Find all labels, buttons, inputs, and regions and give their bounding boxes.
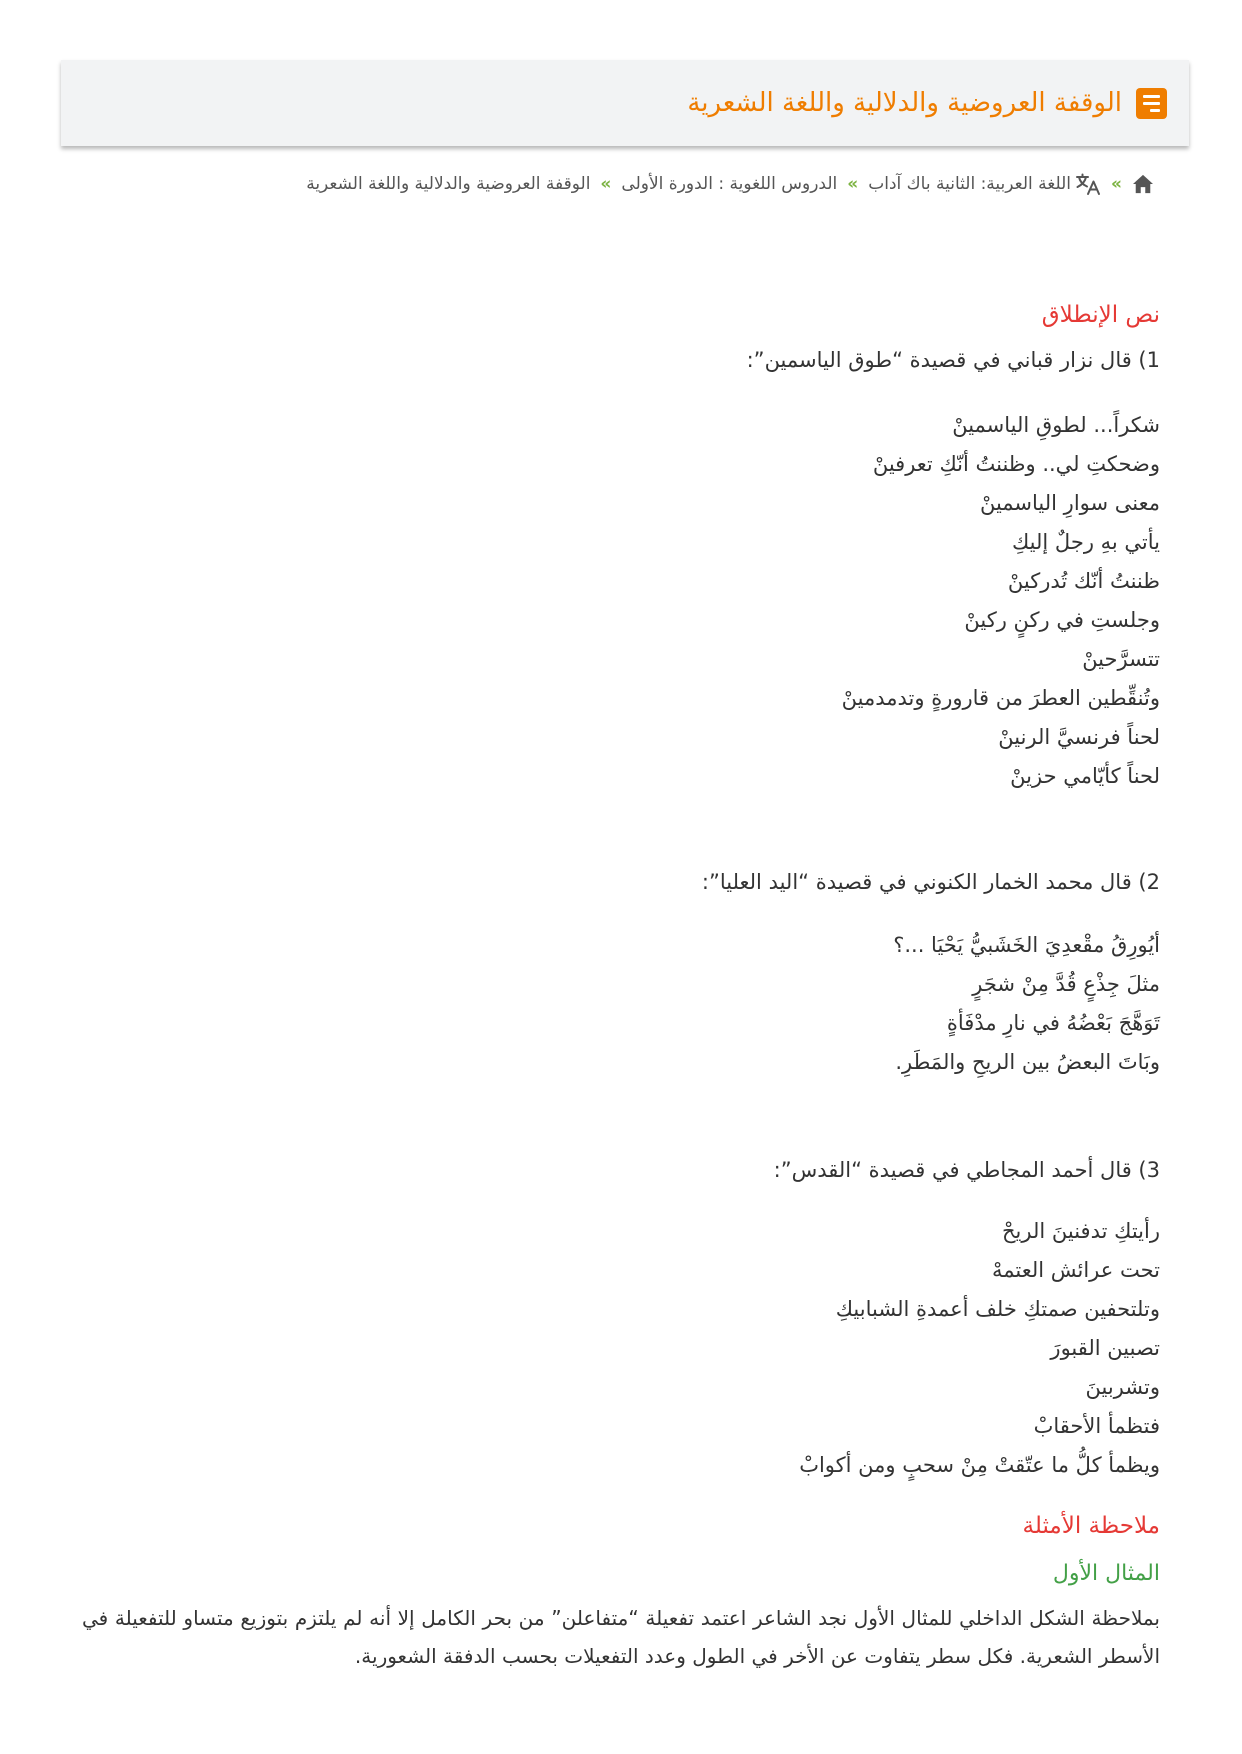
home-icon — [1132, 174, 1154, 194]
poem-line: فتظمأ الأحقابْ — [1033, 1414, 1160, 1438]
poem-line: وجلستِ في ركنٍ ركينْ — [964, 608, 1160, 632]
home-link[interactable] — [1132, 174, 1154, 194]
poem-2 — [82, 926, 1160, 1082]
poem-line: وتشربينَ — [1085, 1375, 1160, 1399]
poem-line: تتسرَّحينْ — [1082, 647, 1160, 671]
poem-line: تحت عرائش العتمهْ — [991, 1258, 1160, 1282]
poem-line: مثلَ جِذْعٍ قُدَّ مِنْ شجَرٍ — [972, 972, 1160, 996]
poem-line: وتُنقِّطين العطرَ من قارورةٍ وتدمدمينْ — [841, 686, 1160, 710]
poem-line: يأتي بهِ رجلٌ إليكِ — [1011, 530, 1160, 554]
poem-line: رأيتكِ تدفنينَ الريحْ — [1002, 1219, 1160, 1243]
poem-line: ظننتُ أنّك تُدركينْ — [1007, 569, 1160, 593]
section-heading-intro-text: نص الإنطلاق — [1041, 302, 1160, 328]
breadcrumb-separator: » — [600, 174, 612, 194]
poem-3 — [82, 1212, 1160, 1485]
example-2-intro: 2) قال محمد الخمار الكنوني في قصيدة “اليد العليا”: — [701, 870, 1160, 894]
poem-line: أيُورِقُ مقْعدِيَ الخَشَبيُّ يَحْيَا ...؟ — [893, 933, 1160, 957]
poem-line: وتلتحفين صمتكِ خلف أعمدةِ الشبابيكِ — [835, 1297, 1160, 1321]
breadcrumb-separator: » — [1111, 174, 1122, 194]
paragraph-example-1: بملاحظة الشكل الداخلي للمثال الأول نجد الشاعر اعتمد تفعيلة “متفاعلن” من بحر الكامل إلا أنه لم يلتزم بتوزيع متساو للتفعيلة في الأسطر الشعرية. فكل سطر يتفاوت عن الأخر في الطول وعدد التفعيلات بحسب الدفقة الشعورية. — [82, 1606, 1160, 1668]
breadcrumb — [306, 168, 1154, 200]
example-3-intro: 3) قال أحمد المجاطي في قصيدة “القدس”: — [773, 1158, 1160, 1182]
poem-line: تَوَهَّجَ بَعْضُهُ في نارِ مدْفَأةٍ — [946, 1011, 1160, 1035]
poem-line: وبَاتَ البعضُ بين الريحِ والمَطَرِ. — [895, 1050, 1160, 1074]
section-heading-observations: ملاحظة الأمثلة — [1022, 1513, 1160, 1539]
breadcrumb-item-label: الدروس اللغوية : الدورة الأولى — [621, 174, 838, 194]
breadcrumb-current: الوقفة العروضية والدلالية واللغة الشعرية — [306, 174, 591, 194]
poem-line: شكراً... لطوقِ الياسمينْ — [952, 413, 1160, 437]
translate-icon — [1075, 172, 1101, 196]
example-1-intro: 1) قال نزار قباني في قصيدة “طوق الياسمين”: — [746, 348, 1160, 372]
title-bar — [61, 60, 1189, 146]
article-content — [82, 290, 1160, 1675]
poem-line: معنى سوارِ الياسمينْ — [979, 491, 1160, 515]
breadcrumb-item-label: اللغة العربية: الثانية باك آداب — [868, 174, 1072, 194]
page-title: الوقفة العروضية والدلالية واللغة الشعرية — [687, 88, 1122, 118]
poem-line: تصبين القبورَ — [1050, 1336, 1160, 1360]
poem-1 — [82, 406, 1160, 796]
breadcrumb-separator: » — [847, 174, 859, 194]
breadcrumb-link-arabic-course[interactable] — [868, 172, 1101, 196]
poem-line: لحناً فرنسيَّ الرنينْ — [998, 725, 1160, 749]
poem-line: لحناً كأيّامي حزينْ — [1010, 764, 1160, 788]
poem-line: وضحكتِ لي.. وظننتُ أنّكِ تعرفينْ — [872, 452, 1160, 476]
poem-line: ويظمأ كلُّ ما عتّقتْ مِنْ سحبٍ ومن أكوابْ — [799, 1453, 1160, 1477]
document-icon — [1136, 88, 1167, 119]
sub-heading-example-1: المثال الأول — [1052, 1561, 1160, 1586]
breadcrumb-link-lessons[interactable] — [621, 174, 837, 194]
